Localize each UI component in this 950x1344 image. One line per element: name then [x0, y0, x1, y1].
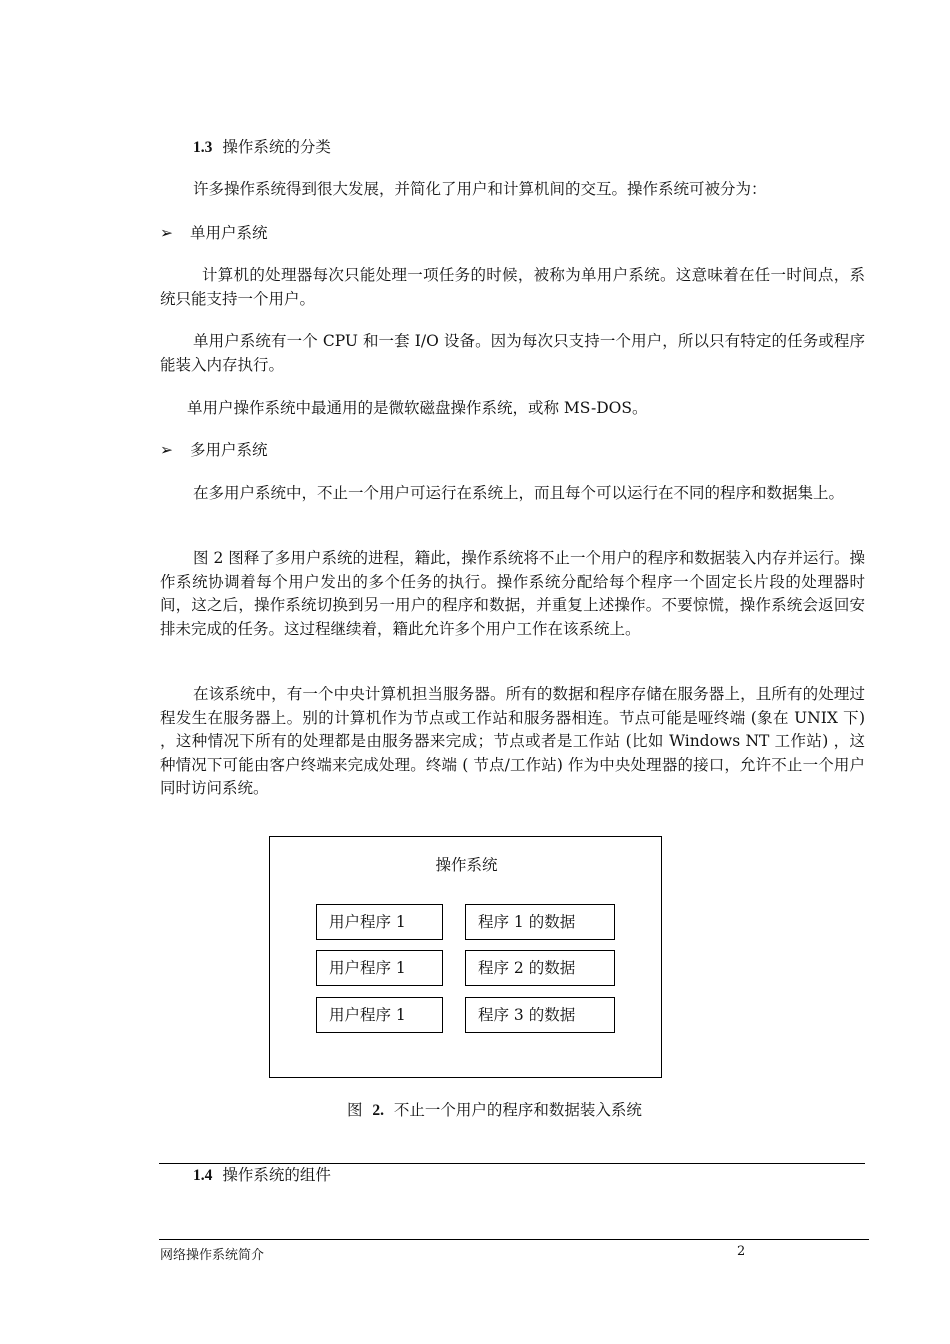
user-program-box-2: 用户程序 1	[316, 950, 443, 986]
section-number: 1.3	[193, 139, 213, 156]
single-user-paragraph-3: 单用户操作系统中最通用的是微软磁盘操作系统，或称 MS-DOS。	[187, 399, 648, 417]
program-data-box-1: 程序 1 的数据	[465, 904, 615, 940]
arrow-bullet-icon: ➢	[160, 441, 173, 459]
arrow-bullet-icon: ➢	[160, 224, 173, 242]
intro-paragraph: 许多操作系统得到很大发展，并简化了用户和计算机间的交互。操作系统可被分为：	[193, 180, 767, 198]
diagram-title: 操作系统	[435, 856, 498, 874]
multi-user-paragraph-3: 在该系统中，有一个中央计算机担当服务器。所有的数据和程序存储在服务器上，且所有的处理过程发生在服务器上。别的计算机作为节点或工作站和服务器相连。节点可能是哑终端 (象在 UNIX 下) ，这种情况下所有的处理都是由服务器来完成；节点或者是工作站 (比如 Windows NT 工作站) ，这种情况下可能由客户终端来完成处理。终端 ( 节点/工作站) 作为中央处理器的接口，允许不止一个用户同时访问系统。	[160, 685, 865, 797]
program-data-box-2: 程序 2 的数据	[465, 950, 615, 986]
user-program-box-3: 用户程序 1	[316, 997, 443, 1033]
footer-title: 网络操作系统简介	[160, 1248, 265, 1263]
caption-number: 2.	[372, 1102, 384, 1119]
section-title: 操作系统的分类	[222, 138, 331, 156]
os-diagram	[269, 836, 662, 1078]
multi-user-paragraph-1: 在多用户系统中，不止一个用户可运行在系统上，而且每个可以运行在不同的程序和数据集上。	[193, 484, 845, 502]
section-heading-1-3	[193, 135, 331, 160]
footer-rule	[159, 1239, 869, 1240]
multi-user-paragraph-2: 图 2 图释了多用户系统的进程，籍此，操作系统将不止一个用户的程序和数据装入内存并运行。操作系统协调着每个用户发出的多个任务的执行。操作系统分配给每个程序一个固定长片段的处理器时间，这之后，操作系统切换到另一用户的程序和数据，并重复上述操作。不要惊慌，操作系统会返回安排未完成的任务。这过程继续着，籍此允许多个用户工作在该系统上。	[160, 549, 865, 638]
bullet-label: 多用户系统	[190, 441, 268, 459]
caption-text: 不止一个用户的程序和数据装入系统	[393, 1101, 642, 1119]
user-program-box-1: 用户程序 1	[316, 904, 443, 940]
bullet-single-user	[160, 221, 268, 245]
section-heading-1-4	[193, 1163, 331, 1188]
section-number: 1.4	[193, 1167, 213, 1184]
section-title: 操作系统的组件	[222, 1166, 331, 1184]
single-user-paragraph-2: 单用户系统有一个 CPU 和一套 I/O 设备。因为每次只支持一个用户，所以只有特定的任务或程序能装入内存执行。	[160, 332, 865, 374]
single-user-paragraph-1: 计算机的处理器每次只能处理一项任务的时候，被称为单用户系统。这意味着在任一时间点，系统只能支持一个用户。	[160, 266, 865, 308]
program-data-box-3: 程序 3 的数据	[465, 997, 615, 1033]
bullet-multi-user	[160, 438, 268, 462]
figure-caption	[347, 1098, 642, 1120]
caption-prefix: 图	[347, 1101, 363, 1119]
bullet-label: 单用户系统	[190, 224, 268, 242]
page-number: 2	[737, 1244, 746, 1259]
